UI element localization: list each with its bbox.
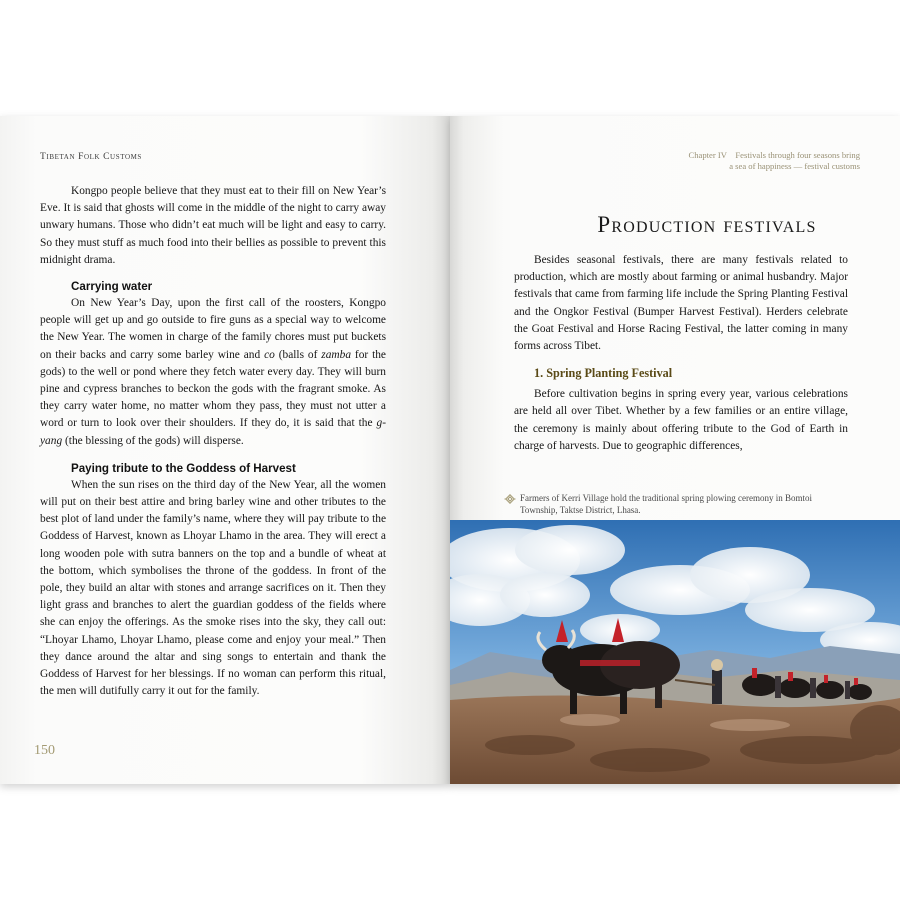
italic-term: zamba	[321, 348, 352, 361]
running-head: Tibetan Folk Customs	[40, 152, 142, 162]
section-heading: Paying tribute to the Goddess of Harvest	[71, 461, 296, 475]
paragraph: When the sun rises on the third day of the New Year, all the women will put on their best attire and bring barley wine and other tributes to the best plot of land under the family’s name, where they will pay tribute to the Goddess of Harvest, known as Lhoyar Lhamo in the area. They will erect a long wooden pole with sutra banners on the top and a bundle of wheat at the bottom, which symbolises the throne of the goddess. In front of the pole, they build an altar with stones and arrange sacrifices on it. Then they light grass and branches to alert the guardian goddess of the fields where she can enjoy the offerings. As the smoke rises into the sky, they call out: “Lhoyar Lhamo, Lhoyar Lhamo, please come and enjoy your meal.” Then they dance around the altar and sing songs to entertain and thank the Goddess of Harvest for her blessings. If no woman can perform this ritual, the men will dutifully carry it out for the family.	[40, 478, 386, 698]
subheading: 1. Spring Planting Festival	[534, 366, 673, 381]
running-head	[600, 150, 860, 172]
page-number: 150	[34, 743, 55, 758]
left-page	[0, 116, 450, 784]
running-head-line: a sea of happiness — festival customs	[729, 161, 860, 171]
paragraph: Besides seasonal festivals, there are many festivals related to production, which are mostly about farming or animal husbandry. Major festivals that came from farming life include the Spring Planting Festival and the Ongkor Festival (Bumper Harvest Festival). Herders celebrate the Goat Festival and Horse Racing Festival, the latter coming in many forms across Tibet.	[514, 254, 848, 353]
photo-illustration	[450, 520, 900, 784]
running-head-line: Chapter IV Festivals through four seasons bring	[688, 150, 860, 160]
left-text-column	[40, 183, 386, 700]
photo-caption: Farmers of Kerri Village hold the traditional spring plowing ceremony in Bomtoi Township, Taktse District, Lhasa.	[520, 493, 812, 515]
italic-term: co	[264, 348, 275, 361]
right-text-column	[514, 252, 848, 455]
knot-ornament-icon	[504, 493, 516, 505]
italic-term: g-yang	[40, 417, 386, 447]
paragraph: Before cultivation begins in spring every year, various celebrations are held all over Tibet. Whether by a few families or an entire village, the ceremony is mainly about offering tribute to the God of Earth in charge of harvests. Due to geographic differences,	[514, 388, 848, 452]
section-title: Production festivals	[597, 212, 817, 237]
paragraph: On New Year’s Day, upon the first call of the roosters, Kongpo people will get up and go outside to fire guns as a special way to welcome the New Year. The women in charge of the family chores must put buckets on their backs and carry some barley wine and co (balls of zamba for the gods) to the well or pond where they fetch water every day. They will burn pine and cypress branches to beckon the gods with the fragrant smoke. As they carry water home, no matter whom they pass, they must not utter a word or turn to look over their shoulders. If they do, it is said that the g-yang (the blessing of the gods) will disperse.	[40, 297, 386, 447]
paragraph: Kongpo people believe that they must eat to their fill on New Year’s Eve. It is said that ghosts will come in the middle of the night to carry away unwary humans. Those who didn’t eat much will be light and easy to carry. So they must stuff as much food into their bellies as possible to prevent this midnight drama.	[40, 185, 386, 266]
plowing-ceremony-photo	[450, 520, 900, 784]
section-heading: Carrying water	[71, 280, 153, 294]
